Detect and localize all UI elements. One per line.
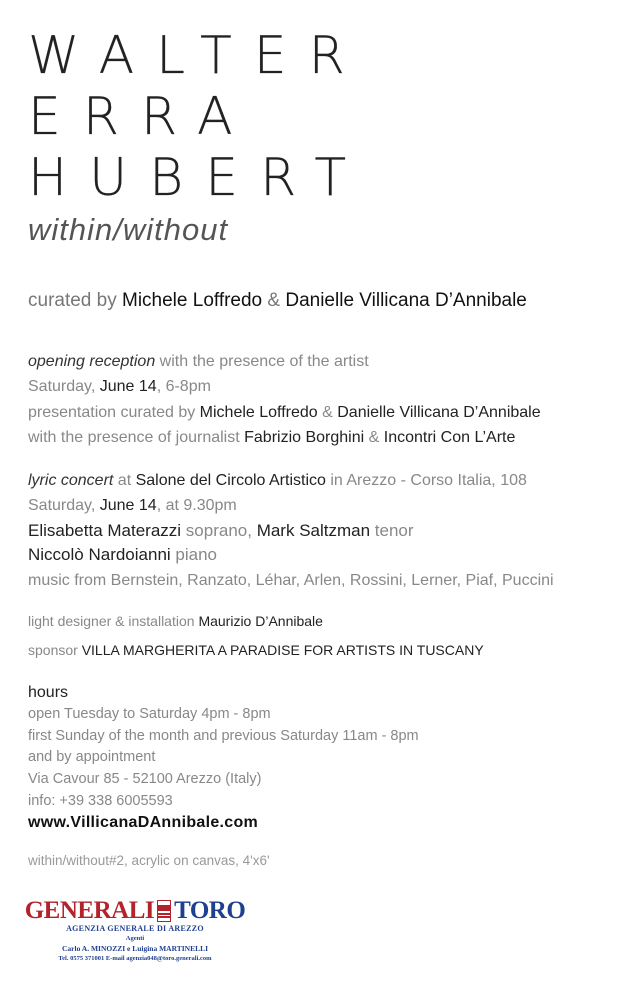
info-phone-line: info: +39 338 6005593 bbox=[28, 793, 173, 809]
concert-label: lyric concert bbox=[28, 472, 114, 489]
opening-date-line bbox=[28, 377, 211, 397]
concert-location: in Arezzo - Corso Italia, 108 bbox=[325, 472, 527, 489]
opening-date-prefix: Saturday, bbox=[28, 378, 100, 395]
agents-label: Agenti bbox=[125, 935, 145, 942]
logo-word-generali: GENERALI bbox=[24, 897, 155, 924]
artist-name-line-2: ERRA bbox=[28, 87, 255, 147]
website-link[interactable]: www.VillicanaDAnnibale.com bbox=[28, 814, 259, 831]
presentation-curator-2: Danielle Villicana D’Annibale bbox=[337, 404, 541, 421]
address-line: Via Cavour 85 - 52100 Arezzo (Italy) bbox=[28, 771, 262, 787]
presentation-line bbox=[28, 403, 541, 423]
opening-reception-line bbox=[28, 352, 369, 372]
artwork-caption: within/without#2, acrylic on canvas, 4'x6' bbox=[28, 853, 270, 868]
curator-1: Michele Loffredo bbox=[122, 290, 263, 311]
singer-2-role: tenor bbox=[370, 521, 414, 540]
curated-by-line bbox=[28, 290, 527, 312]
artist-name-line-3: HUBERT bbox=[28, 148, 369, 208]
light-designer-name: Maurizio D’Annibale bbox=[198, 613, 323, 629]
concert-date: June 14 bbox=[99, 497, 157, 514]
agency-contact: Tel. 0575 371001 E-mail agenzia048@toro.generali.com bbox=[58, 955, 212, 962]
journalist-amp: & bbox=[364, 429, 384, 446]
concert-date-line bbox=[28, 496, 237, 516]
opening-date: June 14 bbox=[99, 378, 157, 395]
curator-2: Danielle Villicana D’Annibale bbox=[285, 290, 527, 311]
sponsor-line bbox=[28, 640, 484, 660]
hours-line-3: and by appointment bbox=[28, 749, 156, 765]
generali-toro-logo-block bbox=[24, 897, 246, 964]
concert-date-prefix: Saturday, bbox=[28, 497, 100, 514]
presentation-curator-1: Michele Loffredo bbox=[199, 404, 318, 421]
journalist-org: Incontri Con L’Arte bbox=[383, 429, 516, 446]
singer-1: Elisabetta Materazzi bbox=[28, 521, 182, 540]
opening-time: , 6-8pm bbox=[156, 378, 211, 395]
logo-word-toro: TORO bbox=[174, 897, 246, 924]
light-prefix: light designer & installation bbox=[28, 613, 199, 629]
singer-2: Mark Saltzman bbox=[256, 521, 371, 540]
curated-amp: & bbox=[262, 290, 286, 311]
artist-name-line-1: WALTER bbox=[28, 26, 367, 86]
opening-label: opening reception bbox=[28, 353, 156, 370]
journalist-name: Fabrizio Borghini bbox=[244, 429, 365, 446]
lion-emblem-icon bbox=[157, 900, 171, 922]
sponsor-prefix: sponsor bbox=[28, 642, 82, 658]
generali-toro-logo bbox=[24, 897, 246, 924]
opening-label-rest: with the presence of the artist bbox=[155, 353, 369, 370]
exhibition-subtitle: within/without bbox=[28, 212, 229, 247]
curated-prefix: curated by bbox=[28, 290, 122, 311]
presentation-prefix: presentation curated by bbox=[28, 404, 200, 421]
journalist-prefix: with the presence of journalist bbox=[28, 429, 245, 446]
light-designer-line bbox=[28, 611, 323, 631]
singer-1-role: soprano, bbox=[181, 521, 257, 540]
concert-time: , at 9.30pm bbox=[156, 497, 237, 514]
concert-line bbox=[28, 471, 527, 491]
concert-venue: Salone del Circolo Artistico bbox=[135, 472, 326, 489]
agency-name: AGENZIA GENERALE DI AREZZO bbox=[66, 924, 204, 933]
concert-at: at bbox=[113, 472, 136, 489]
journalist-line bbox=[28, 428, 515, 448]
presentation-amp: & bbox=[317, 404, 338, 421]
sponsor-name: VILLA MARGHERITA A PARADISE FOR ARTISTS IN TUSCANY bbox=[81, 642, 484, 658]
music-line: music from Bernstein, Ranzato, Léhar, Arlen, Rossini, Lerner, Piaf, Puccini bbox=[28, 572, 554, 589]
pianist-name: Niccolò Nardoianni bbox=[28, 545, 171, 564]
singers-line bbox=[28, 521, 414, 541]
pianist-role: piano bbox=[170, 545, 218, 564]
hours-heading: hours bbox=[28, 684, 69, 701]
agents-names: Carlo A. MINOZZI e Luigina MARTINELLI bbox=[61, 944, 208, 953]
pianist-line bbox=[28, 545, 217, 565]
hours-line-2: first Sunday of the month and previous Saturday 11am - 8pm bbox=[28, 728, 419, 744]
hours-line-1: open Tuesday to Saturday 4pm - 8pm bbox=[28, 706, 271, 722]
